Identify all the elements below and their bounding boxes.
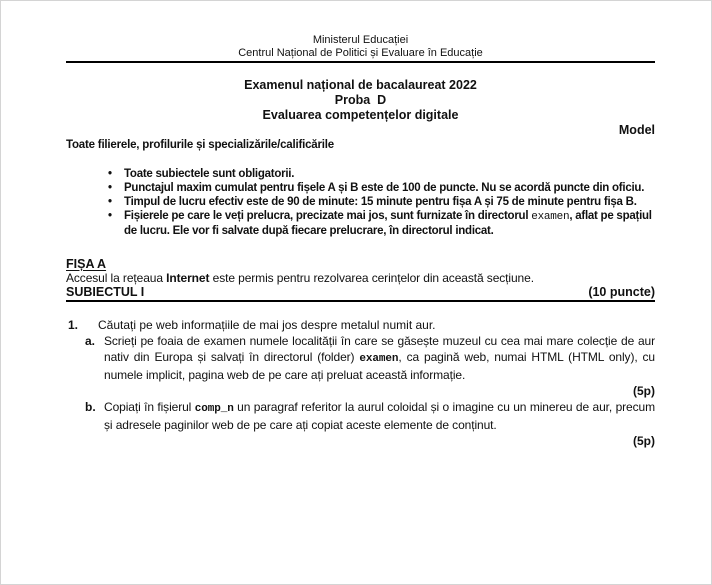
institution-name: Centrul Național de Politici și Evaluare în Educație <box>238 47 483 59</box>
subject-heading-row <box>66 285 655 302</box>
model-label: Model <box>618 123 655 137</box>
bullet-icon: • <box>108 210 112 222</box>
question-1-intro-row <box>66 317 655 333</box>
bullet-icon: • <box>108 168 112 180</box>
subject-title: SUBIECTUL I <box>66 285 145 299</box>
points-label: (5p) <box>633 434 655 448</box>
question-intro-text: Căutați pe web informațiile de mai jos despre metalul numit aur. <box>98 318 436 332</box>
sub-item-a <box>66 333 655 399</box>
sub-item-letter: b. <box>85 400 96 414</box>
bullet-icon: • <box>108 196 112 208</box>
question-1 <box>66 317 655 449</box>
title-block <box>66 78 655 123</box>
sub-item-b <box>66 399 655 449</box>
instruction-item <box>66 167 655 181</box>
instruction-text: Timpul de lucru efectiv este de 90 de minute: 15 minute pentru fișa A și 75 de minute pentru fișa B. <box>124 196 637 208</box>
bullet-icon: • <box>108 182 112 194</box>
document-header <box>66 34 655 63</box>
question-number: 1. <box>68 318 79 332</box>
sub-item-letter: a. <box>85 334 96 348</box>
audience-line: Toate filierele, profilurile și specializările/calificările <box>66 139 334 151</box>
ministry-name: Ministerul Educației <box>312 34 409 46</box>
sub-item-text: Scrieți pe foaia de examen numele localității în care se găsește muzeul cu cea mai mare colecție de aur nativ din Europa și salvați în directorul (folder) examen, ca pagină web, numai HTML (HTML only), cu numele implicit, pagina web de pe care ați preluat această informație. <box>104 334 656 382</box>
sub-item-text: Copiați în fișierul comp_n un paragraf referitor la aurul coloidal și o imagine cu un minereu de aur, precum și adresele paginilor web de pe care ați copiat aceste elemente de conținut. <box>104 400 656 432</box>
instruction-item <box>66 181 655 195</box>
instructions-list <box>66 167 655 238</box>
subject-points: (10 puncte) <box>588 285 655 299</box>
instruction-text: Toate subiectele sunt obligatorii. <box>124 168 295 180</box>
exam-title: Examenul național de bacalaureat 2022 <box>244 78 477 92</box>
instruction-item <box>66 195 655 209</box>
points-label: (5p) <box>633 384 655 398</box>
fisa-a-heading-text: FIȘA A <box>66 257 107 271</box>
exam-probe: Proba D <box>334 93 387 107</box>
instruction-text: Fișierele pe care le veți prelucra, precizate mai jos, sunt furnizate în directorul examen, aflat pe spațiul de lucru. Ele vor fi salvate după fiecare prelucrare, în directorul indicat. <box>124 210 652 237</box>
instruction-text: Punctajul maxim cumulat pentru fișele A și B este de 100 de puncte. Nu se acordă puncte din oficiu. <box>124 182 645 194</box>
internet-access-note: Accesul la rețeaua Internet este permis pentru rezolvarea cerințelor din această secțiune. <box>66 271 534 285</box>
exam-subtitle: Evaluarea competențelor digitale <box>262 108 459 122</box>
fisa-a-heading <box>66 257 655 271</box>
instruction-item <box>66 209 655 238</box>
